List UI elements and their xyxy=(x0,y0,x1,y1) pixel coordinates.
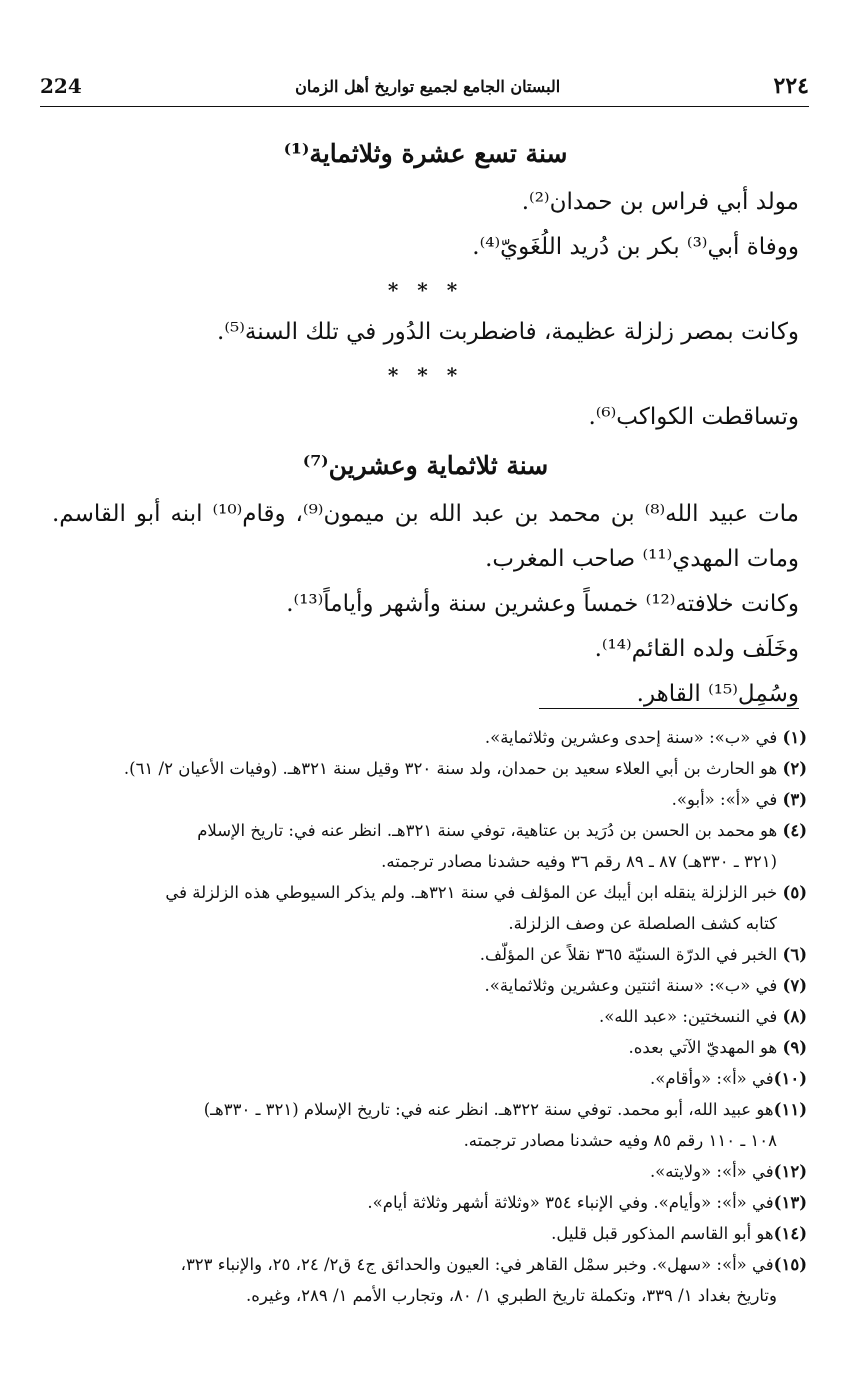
text-line: ومات المهدي⁽¹¹⁾ صاحب المغرب. xyxy=(485,546,799,572)
footnote-1: (١) في «ب»: «سنة إحدى وعشرين وثلاثماية». xyxy=(484,728,807,747)
text-line: ووفاة أبي⁽³⁾ بكر بن دُريد اللُغَويّ⁽⁴⁾. xyxy=(472,234,799,260)
page-number-arabic: ٢٢٤ xyxy=(773,73,809,99)
footnote-10: (١٠)في «أ»: «وأقام». xyxy=(650,1069,807,1088)
footnote-15: (١٥)في «أ»: «سهل». وخبر سمْل القاهر في: العيون والحدائق ج٤ ق٢/ ٢٤، ٢٥، والإنباء ٣٢٣، وتاريخ بغداد ١/ ٣٣٩، وتكملة تاريخ الطبري ١/ ٨٠، وتجارب الأمم ١/ ٢٨٩، وغيره. xyxy=(180,1255,807,1305)
footnote-12: (١٢)في «أ»: «ولايته». xyxy=(649,1162,807,1181)
footnote-7: (٧) في «ب»: «سنة اثنتين وعشرين وثلاثماية». xyxy=(484,976,807,995)
footnote-14: (١٤)هو أبو القاسم المذكور قبل قليل. xyxy=(551,1224,807,1243)
page-number-latin: 224 xyxy=(40,74,82,98)
footnote-6: (٦) الخبر في الدرّة السنيّة ٣٦٥ نقلاً عن المؤلّف. xyxy=(479,945,807,964)
footnotes xyxy=(46,722,807,1311)
running-title: البستان الجامع لجميع تواريخ أهل الزمان xyxy=(295,76,561,96)
text-line: وكانت بمصر زلزلة عظيمة، فاضطربت الدُور في تلك السنة⁽⁵⁾. xyxy=(217,319,799,345)
text-line: مولد أبي فراس بن حمدان⁽²⁾. xyxy=(521,189,799,215)
text-line: وكانت خلافته⁽¹²⁾ خمساً وعشرين سنة وأشهر وأياماً⁽¹³⁾. xyxy=(286,591,799,617)
main-text xyxy=(52,128,799,717)
footnote-4: (٤) هو محمد بن الحسن بن دُرَيد بن عتاهية، توفي سنة ٣٢١هـ. انظر عنه في: تاريخ الإسلام (٣٢١ ـ ٣٣٠هـ) ٨٧ ـ ٨٩ رقم ٣٦ وفيه حشدنا مصادر ترجمته. xyxy=(197,821,807,871)
text-line: وتساقطت الكواكب⁽⁶⁾. xyxy=(588,404,799,430)
footnote-3: (٣) في «أ»: «أبو». xyxy=(671,790,807,809)
footnote-11: (١١)هو عبيد الله، أبو محمد. توفي سنة ٣٢٢هـ. انظر عنه في: تاريخ الإسلام (٣٢١ ـ ٣٣٠هـ) ١٠٨ ـ ١١٠ رقم ٨٥ وفيه حشدنا مصادر ترجمته. xyxy=(203,1100,807,1150)
asterisk-separator: * * * xyxy=(387,278,464,302)
text-line: وخَلَف ولده القائم⁽¹⁴⁾. xyxy=(594,636,799,662)
page-header xyxy=(40,66,809,107)
asterisk-separator: * * * xyxy=(387,363,464,387)
footnote-2: (٢) هو الحارث بن أبي العلاء سعيد بن حمدان، ولد سنة ٣٢٠ وقيل سنة ٣٢١هـ. (وفيات الأعيان ٢/ ٦١). xyxy=(123,759,807,778)
section-heading-319: سنة تسع عشرة وثلاثماية⁽¹⁾ xyxy=(283,139,568,168)
footnote-5: (٥) خبر الزلزلة ينقله ابن أيبك عن المؤلف في سنة ٣٢١هـ. ولم يذكر السيوطي هذه الزلزلة في كتابه كشف الصلصلة عن وصف الزلزلة. xyxy=(165,883,807,933)
text-line: مات عبيد الله⁽⁸⁾ بن محمد بن عبد الله بن ميمون⁽⁹⁾، وقام⁽¹⁰⁾ ابنه أبو القاسم. xyxy=(52,501,800,527)
footnote-8: (٨) في النسختين: «عبد الله». xyxy=(598,1007,807,1026)
footnote-separator xyxy=(539,708,799,709)
section-heading-320: سنة ثلاثماية وعشرين⁽⁷⁾ xyxy=(302,451,549,480)
footnote-13: (١٣)في «أ»: «وأيام». وفي الإنباء ٣٥٤ «وثلاثة أشهر وثلاثة أيام». xyxy=(367,1193,807,1212)
text-line: وسُمِل⁽¹⁵⁾ القاهر. xyxy=(636,681,799,707)
footnote-9: (٩) هو المهديّ الآتي بعده. xyxy=(628,1038,807,1057)
